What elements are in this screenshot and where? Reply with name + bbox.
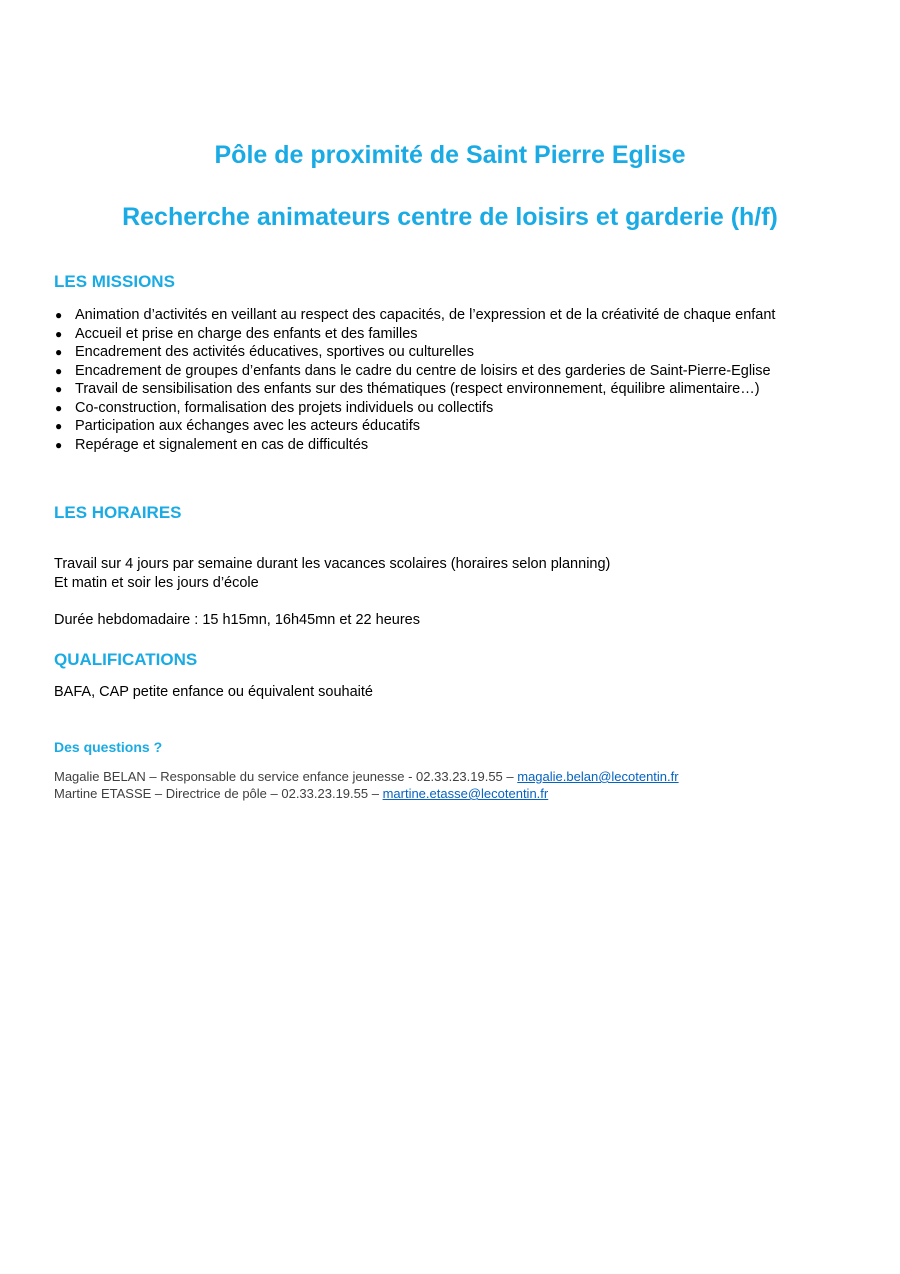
list-item — [54, 306, 874, 325]
missions-list — [54, 306, 874, 454]
document-title: Pôle de proximité de Saint Pierre Eglise — [214, 141, 686, 169]
horaires-line-1: Travail sur 4 jours par semaine durant les vacances scolaires (horaires selon planning) — [54, 556, 611, 572]
bullet-icon: ● — [55, 419, 63, 433]
email-link[interactable]: martine.etasse@lecotentin.fr — [382, 786, 549, 801]
contact-line — [54, 769, 679, 785]
list-item — [54, 380, 874, 399]
list-item — [54, 417, 874, 436]
mission-text: Encadrement des activités éducatives, sportives ou culturelles — [75, 344, 474, 360]
email-link[interactable]: magalie.belan@lecotentin.fr — [517, 769, 679, 784]
bullet-icon: ● — [55, 382, 63, 396]
qualifications-text: BAFA, CAP petite enfance ou équivalent souhaité — [54, 684, 373, 700]
questions-heading: Des questions ? — [54, 739, 163, 755]
list-item — [54, 399, 874, 418]
contact-text: Magalie BELAN – Responsable du service enfance jeunesse - 02.33.23.19.55 – — [54, 769, 518, 784]
list-item — [54, 436, 874, 455]
bullet-icon: ● — [55, 345, 63, 359]
list-item — [54, 362, 874, 381]
mission-text: Animation d’activités en veillant au respect des capacités, de l’expression et de la créativité de chaque enfant — [75, 307, 776, 323]
missions-heading: LES MISSIONS — [54, 272, 175, 291]
duree-hebdomadaire: Durée hebdomadaire : 15 h15mn, 16h45mn et 22 heures — [54, 612, 420, 628]
bullet-icon: ● — [55, 437, 63, 452]
horaires-line-2: Et matin et soir les jours d’école — [54, 575, 259, 591]
mission-text: Travail de sensibilisation des enfants sur des thématiques (respect environnement, équilibre alimentaire…) — [75, 381, 760, 397]
list-item — [54, 343, 874, 362]
bullet-icon: ● — [55, 400, 63, 415]
mission-text: Encadrement de groupes d’enfants dans le cadre du centre de loisirs et des garderies de Saint-Pierre-Eglise — [75, 362, 771, 379]
mission-text: Accueil et prise en charge des enfants et des familles — [75, 325, 418, 342]
qualifications-heading: QUALIFICATIONS — [54, 650, 198, 669]
list-item — [54, 325, 874, 344]
bullet-icon: ● — [55, 326, 63, 341]
contact-line — [54, 786, 548, 802]
mission-text: Participation aux échanges avec les acteurs éducatifs — [75, 418, 420, 434]
mission-text: Co-construction, formalisation des projets individuels ou collectifs — [75, 399, 494, 416]
bullet-icon: ● — [55, 308, 63, 322]
contact-text: Martine ETASSE – Directrice de pôle – 02.33.23.19.55 – — [54, 786, 383, 801]
horaires-heading: LES HORAIRES — [54, 503, 182, 522]
bullet-icon: ● — [55, 363, 63, 378]
mission-text: Repérage et signalement en cas de difficultés — [75, 436, 369, 453]
document-subtitle: Recherche animateurs centre de loisirs et garderie (h/f) — [122, 203, 778, 231]
